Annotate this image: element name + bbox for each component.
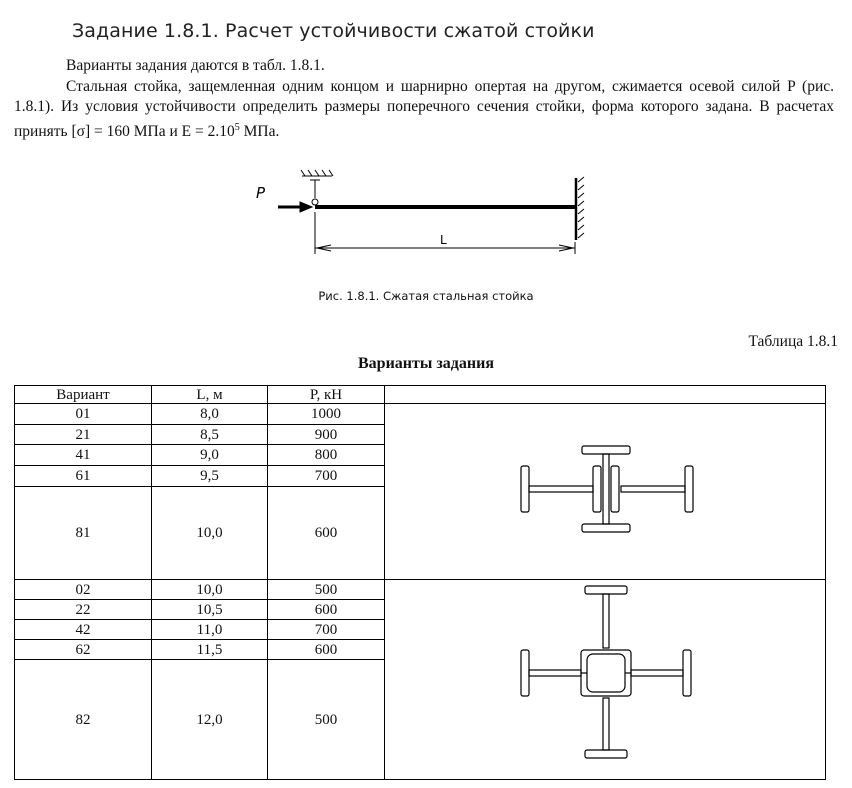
cell-force: 900 — [268, 424, 385, 445]
table-title: Варианты задания — [358, 355, 494, 372]
column-diagram — [230, 168, 610, 268]
intro-paragraph-1: Варианты задания даются в табл. 1.8.1. — [66, 57, 325, 74]
cell-variant: 01 — [15, 404, 152, 425]
intro-text: Стальная стойка, защемленная одним концом и шарнирно опертая на другом, сжимается осевой силой P (рис. 1.8.1). Из условия устойчивости определить размеры поперечного сечения стойки, форма которого задана. В расчетах принять [σ] = 160 МПа и E = 2.10 — [14, 77, 834, 140]
cell-length: 11,0 — [152, 620, 268, 640]
cell-force: 600 — [268, 600, 385, 620]
cell-length: 8,0 — [152, 404, 268, 425]
force-label: P — [256, 184, 266, 202]
cell-variant: 21 — [15, 424, 152, 445]
cell-variant: 41 — [15, 445, 152, 466]
header-force: P, кН — [268, 386, 385, 404]
intro-text-end: МПа. — [239, 122, 280, 140]
cell-variant: 02 — [15, 580, 152, 600]
cross-section-type-1-icon — [385, 404, 825, 575]
fixed-wall-icon — [576, 177, 584, 240]
task-title: Задание 1.8.1. Расчет устойчивости сжатой стойки — [72, 20, 595, 42]
header-section — [385, 386, 826, 404]
cell-length: 12,0 — [152, 660, 268, 780]
header-length: L, м — [152, 386, 268, 404]
figure-caption: Рис. 1.8.1. Сжатая стальная стойка — [318, 289, 534, 303]
table-number: Таблица 1.8.1 — [748, 333, 838, 350]
cell-force: 600 — [268, 486, 385, 579]
cell-variant: 62 — [15, 640, 152, 660]
cross-section-type-2-icon — [385, 580, 825, 775]
cell-force: 1000 — [268, 404, 385, 425]
variants-table — [14, 385, 826, 780]
header-variant: Вариант — [15, 386, 152, 404]
cell-force: 600 — [268, 640, 385, 660]
cell-variant: 82 — [15, 660, 152, 780]
cell-length: 11,5 — [152, 640, 268, 660]
cell-length: 10,0 — [152, 580, 268, 600]
cell-variant: 61 — [15, 466, 152, 487]
cross-section-cell-2 — [385, 580, 826, 780]
cell-force: 500 — [268, 660, 385, 780]
cell-length: 8,5 — [152, 424, 268, 445]
table-row — [15, 580, 826, 600]
exponent: 5 — [234, 121, 240, 133]
length-label: L — [440, 233, 447, 247]
cell-force: 700 — [268, 620, 385, 640]
cell-variant: 22 — [15, 600, 152, 620]
cross-section-cell-1 — [385, 404, 826, 580]
cell-variant: 42 — [15, 620, 152, 640]
pin-support-icon — [301, 170, 333, 205]
task-description — [14, 56, 834, 142]
cell-length: 9,5 — [152, 466, 268, 487]
cell-force: 800 — [268, 445, 385, 466]
intro-paragraph-2 — [14, 77, 834, 143]
cell-force: 700 — [268, 466, 385, 487]
cell-force: 500 — [268, 580, 385, 600]
force-arrow-icon — [278, 202, 312, 212]
cell-length: 10,5 — [152, 600, 268, 620]
table-header-row — [15, 386, 826, 404]
table-row — [15, 404, 826, 425]
cell-length: 9,0 — [152, 445, 268, 466]
cell-variant: 81 — [15, 486, 152, 579]
cell-length: 10,0 — [152, 486, 268, 579]
